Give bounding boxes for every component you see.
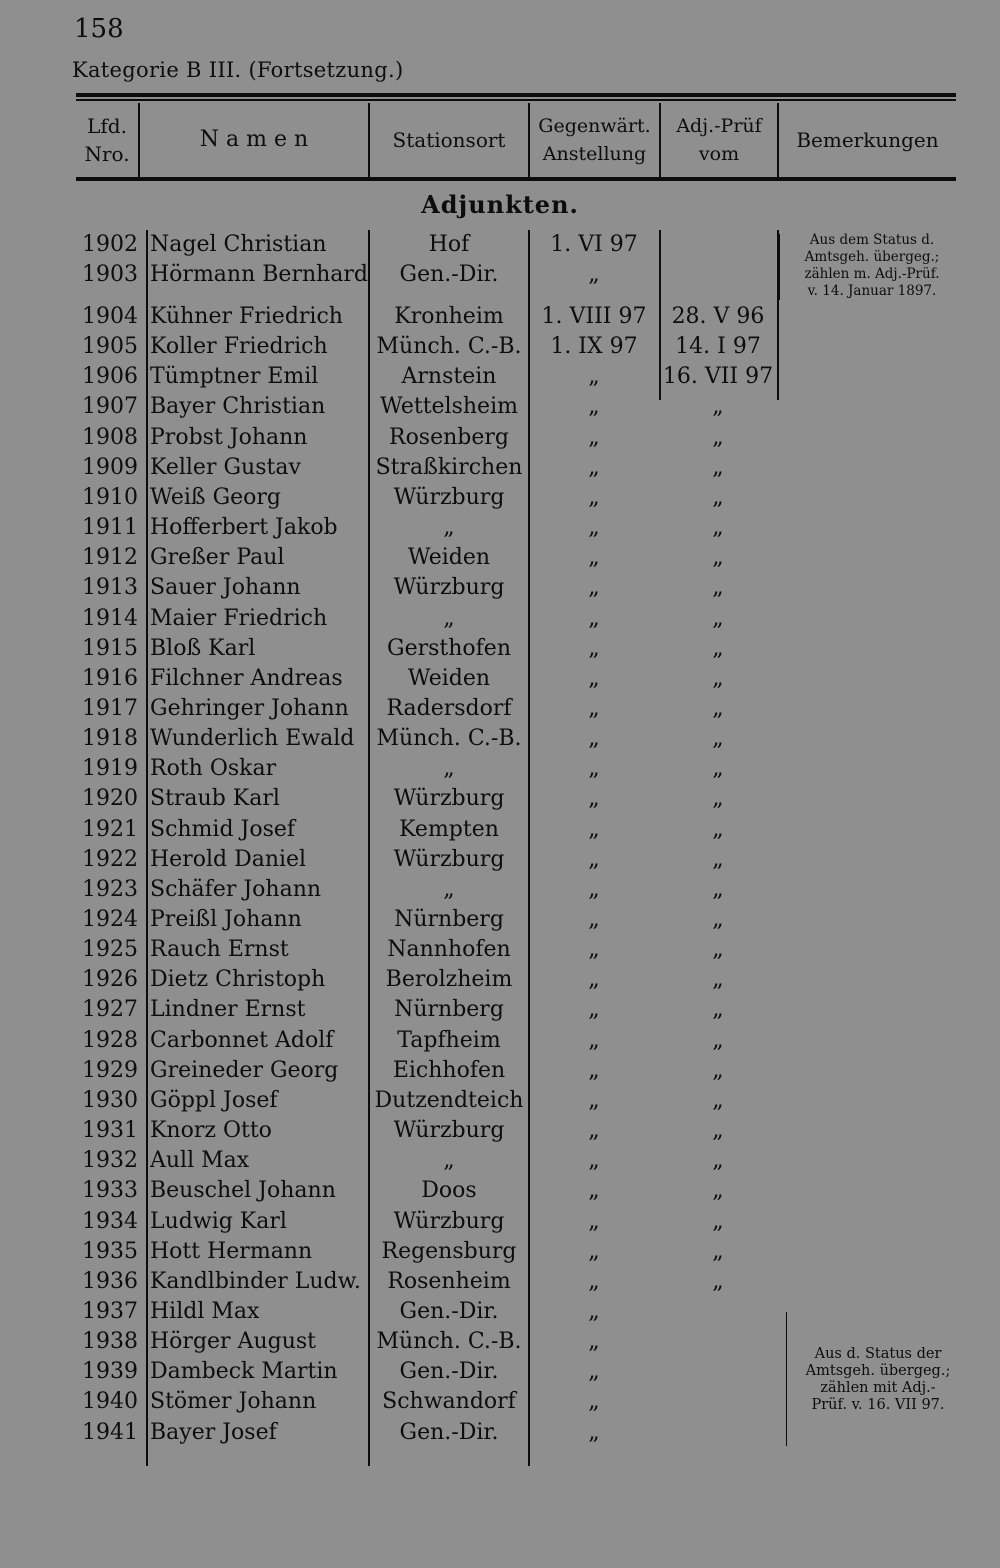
row-stationsort: Münch. C.-B. bbox=[376, 726, 522, 752]
row-stationsort: Würzburg bbox=[393, 484, 505, 510]
row-adj-pruef: „ bbox=[712, 575, 724, 601]
row-name: Bayer Josef bbox=[150, 1419, 277, 1445]
row-number: 1928 bbox=[82, 1027, 138, 1053]
row-name: Lindner Ernst bbox=[150, 997, 306, 1023]
row-name: Probst Johann bbox=[150, 424, 308, 450]
row-number: 1922 bbox=[82, 846, 138, 872]
row-name: Carbonnet Adolf bbox=[150, 1027, 334, 1053]
row-anstellung: „ bbox=[588, 1359, 600, 1385]
row-anstellung: „ bbox=[588, 1419, 600, 1445]
row-anstellung: „ bbox=[588, 695, 600, 721]
row-name: Bloß Karl bbox=[150, 635, 256, 661]
row-adj-pruef: „ bbox=[712, 1057, 724, 1083]
row-adj-pruef: 14. I 97 bbox=[675, 334, 761, 360]
row-stationsort: Würzburg bbox=[393, 575, 505, 601]
remark-note-2: Aus d. Status der Amtsgeh. übergeg.; zählen mit Adj.- Prüf. v. 16. VII 97. bbox=[805, 1346, 951, 1413]
row-adj-pruef: „ bbox=[712, 726, 724, 752]
row-stationsort: Würzburg bbox=[393, 1118, 505, 1144]
table-row bbox=[0, 694, 780, 724]
row-anstellung: „ bbox=[588, 262, 600, 288]
row-number: 1917 bbox=[82, 695, 138, 721]
row-anstellung: „ bbox=[588, 575, 600, 601]
page-number: 158 bbox=[74, 14, 124, 44]
row-stationsort: Dutzendteich bbox=[374, 1087, 524, 1113]
row-stationsort: Gen.-Dir. bbox=[399, 1419, 499, 1445]
row-anstellung: „ bbox=[588, 1148, 600, 1174]
row-anstellung: „ bbox=[588, 1238, 600, 1264]
row-number: 1909 bbox=[82, 454, 138, 480]
row-stationsort: Würzburg bbox=[393, 846, 505, 872]
table-row bbox=[0, 1267, 780, 1297]
row-adj-pruef: „ bbox=[712, 846, 724, 872]
table-row bbox=[0, 1357, 780, 1387]
row-name: Koller Friedrich bbox=[150, 334, 328, 360]
table-row bbox=[0, 1146, 780, 1176]
row-name: Ludwig Karl bbox=[150, 1208, 287, 1234]
row-adj-pruef: „ bbox=[712, 545, 724, 571]
row-number: 1927 bbox=[82, 997, 138, 1023]
row-adj-pruef: „ bbox=[712, 484, 724, 510]
table-row bbox=[0, 935, 780, 965]
row-number: 1932 bbox=[82, 1148, 138, 1174]
row-adj-pruef: „ bbox=[712, 907, 724, 932]
row-number: 1925 bbox=[82, 937, 138, 963]
row-stationsort: Tapfheim bbox=[397, 1027, 501, 1053]
row-number: 1913 bbox=[82, 575, 138, 601]
row-stationsort: Kempten bbox=[399, 816, 499, 842]
row-number: 1940 bbox=[82, 1389, 138, 1415]
row-stationsort: Berolzheim bbox=[385, 967, 513, 993]
row-adj-pruef: „ bbox=[712, 1087, 724, 1113]
table-row bbox=[0, 1237, 780, 1267]
header-adj-pruef: Adj.-Prüf vom bbox=[676, 115, 762, 165]
row-number: 1923 bbox=[82, 876, 138, 902]
row-adj-pruef: „ bbox=[712, 786, 724, 812]
row-number: 1907 bbox=[82, 394, 138, 420]
table-row bbox=[0, 845, 780, 875]
row-number: 1918 bbox=[82, 726, 138, 752]
row-stationsort: Weiden bbox=[407, 665, 491, 691]
row-name: Maier Friedrich bbox=[150, 605, 328, 631]
row-stationsort: „ bbox=[443, 1148, 455, 1174]
row-adj-pruef: „ bbox=[712, 515, 724, 541]
row-stationsort: „ bbox=[443, 605, 455, 631]
row-stationsort: Weiden bbox=[407, 545, 491, 571]
row-number: 1912 bbox=[82, 545, 138, 571]
row-stationsort: Münch. C.-B. bbox=[376, 334, 522, 360]
row-adj-pruef: „ bbox=[712, 1027, 724, 1053]
row-name: Roth Oskar bbox=[150, 756, 277, 782]
row-anstellung: „ bbox=[588, 846, 600, 872]
row-number: 1902 bbox=[82, 232, 138, 257]
row-anstellung: „ bbox=[588, 1178, 600, 1204]
row-anstellung: „ bbox=[588, 665, 600, 691]
row-anstellung: „ bbox=[588, 1057, 600, 1083]
row-number: 1937 bbox=[82, 1298, 138, 1324]
row-name: Herold Daniel bbox=[150, 846, 307, 872]
row-adj-pruef: „ bbox=[712, 1238, 724, 1264]
row-anstellung: „ bbox=[588, 786, 600, 812]
row-name: Nagel Christian bbox=[150, 232, 327, 257]
row-number: 1931 bbox=[82, 1118, 138, 1144]
row-name: Greßer Paul bbox=[150, 545, 285, 571]
row-number: 1916 bbox=[82, 665, 138, 691]
row-stationsort: Rosenberg bbox=[389, 424, 509, 450]
row-anstellung: „ bbox=[588, 967, 600, 993]
table-row bbox=[0, 1207, 780, 1237]
row-stationsort: Doos bbox=[421, 1178, 477, 1204]
row-anstellung: „ bbox=[588, 756, 600, 782]
table-row bbox=[0, 453, 780, 483]
header-bemerkungen: Bemerkungen bbox=[796, 128, 939, 152]
row-number: 1905 bbox=[82, 334, 138, 360]
table-row bbox=[0, 1327, 780, 1357]
remark-note-1: Aus dem Status d. Amtsgeh. übergeg.; zählen m. Adj.-Prüf. v. 14. Januar 1897. bbox=[804, 232, 940, 299]
row-adj-pruef: „ bbox=[712, 1148, 724, 1174]
row-name: Sauer Johann bbox=[150, 575, 301, 601]
row-name: Göppl Josef bbox=[150, 1087, 278, 1113]
row-name: Schäfer Johann bbox=[150, 876, 322, 902]
row-adj-pruef: „ bbox=[712, 394, 724, 420]
row-name: Dambeck Martin bbox=[150, 1359, 338, 1385]
table-row bbox=[0, 724, 780, 754]
row-stationsort: Nannhofen bbox=[387, 937, 511, 963]
row-anstellung: 1. VIII 97 bbox=[541, 304, 647, 329]
category-heading: Kategorie B III. (Fortsetzung.) bbox=[72, 58, 404, 82]
header-namen: N a m e n bbox=[199, 127, 309, 152]
table-row bbox=[0, 332, 780, 362]
row-anstellung: „ bbox=[588, 1208, 600, 1234]
row-adj-pruef: 16. VII 97 bbox=[662, 364, 774, 390]
row-stationsort: Eichhofen bbox=[392, 1057, 506, 1083]
row-number: 1936 bbox=[82, 1268, 138, 1294]
table-row bbox=[0, 423, 780, 453]
row-anstellung: „ bbox=[588, 1268, 600, 1294]
table-row bbox=[0, 875, 780, 905]
row-adj-pruef: „ bbox=[712, 816, 724, 842]
row-number: 1926 bbox=[82, 967, 138, 993]
row-anstellung: „ bbox=[588, 635, 600, 661]
table-row bbox=[0, 230, 780, 260]
row-name: Aull Max bbox=[150, 1148, 250, 1174]
row-anstellung: 1. IX 97 bbox=[550, 334, 638, 360]
row-anstellung: „ bbox=[588, 1298, 600, 1324]
row-stationsort: „ bbox=[443, 876, 455, 902]
table-row bbox=[0, 392, 780, 422]
row-number: 1930 bbox=[82, 1087, 138, 1113]
row-adj-pruef: „ bbox=[712, 967, 724, 993]
row-stationsort: „ bbox=[443, 756, 455, 782]
row-anstellung: „ bbox=[588, 816, 600, 842]
row-number: 1910 bbox=[82, 484, 138, 510]
row-stationsort: Kronheim bbox=[394, 304, 504, 329]
row-name: Rauch Ernst bbox=[150, 937, 289, 963]
row-number: 1938 bbox=[82, 1329, 138, 1355]
row-anstellung: „ bbox=[588, 545, 600, 571]
row-anstellung: „ bbox=[588, 997, 600, 1023]
row-name: Hildl Max bbox=[150, 1298, 260, 1324]
row-adj-pruef: „ bbox=[712, 424, 724, 450]
row-name: Schmid Josef bbox=[150, 816, 296, 842]
table-row bbox=[0, 1026, 780, 1056]
row-anstellung: „ bbox=[588, 424, 600, 450]
row-stationsort: Gen.-Dir. bbox=[399, 262, 499, 288]
row-adj-pruef: „ bbox=[712, 756, 724, 782]
row-adj-pruef: „ bbox=[712, 635, 724, 661]
row-number: 1933 bbox=[82, 1178, 138, 1204]
table-row bbox=[0, 1387, 780, 1417]
table-row bbox=[0, 634, 780, 664]
table-row bbox=[0, 362, 780, 392]
table-row bbox=[0, 815, 780, 845]
row-stationsort: Münch. C.-B. bbox=[376, 1329, 522, 1355]
table-row bbox=[0, 965, 780, 995]
row-stationsort: Schwandorf bbox=[382, 1389, 516, 1415]
row-number: 1915 bbox=[82, 635, 138, 661]
table-row bbox=[0, 1056, 780, 1086]
row-name: Gehringer Johann bbox=[150, 695, 349, 721]
table-row bbox=[0, 513, 780, 543]
row-name: Beuschel Johann bbox=[150, 1178, 336, 1204]
row-anstellung: „ bbox=[588, 605, 600, 631]
row-stationsort: Wettelsheim bbox=[380, 394, 518, 420]
row-name: Weiß Georg bbox=[150, 484, 282, 510]
row-adj-pruef: „ bbox=[712, 1178, 724, 1204]
row-anstellung: „ bbox=[588, 364, 600, 390]
row-name: Dietz Christoph bbox=[150, 967, 326, 993]
row-anstellung: „ bbox=[588, 726, 600, 752]
row-adj-pruef: „ bbox=[712, 1268, 724, 1294]
row-adj-pruef: „ bbox=[712, 997, 724, 1023]
table-row bbox=[0, 483, 780, 513]
row-number: 1919 bbox=[82, 756, 138, 782]
row-adj-pruef: „ bbox=[712, 1118, 724, 1144]
row-name: Preißl Johann bbox=[150, 907, 302, 932]
row-stationsort: Würzburg bbox=[393, 786, 505, 812]
row-adj-pruef: „ bbox=[712, 605, 724, 631]
row-anstellung: „ bbox=[588, 394, 600, 420]
row-number: 1906 bbox=[82, 364, 138, 390]
row-number: 1914 bbox=[82, 605, 138, 631]
row-name: Keller Gustav bbox=[150, 454, 301, 480]
row-number: 1920 bbox=[82, 786, 138, 812]
row-adj-pruef: „ bbox=[712, 876, 724, 902]
top-rule bbox=[76, 93, 956, 97]
row-anstellung: „ bbox=[588, 1329, 600, 1355]
header-stationsort: Stationsort bbox=[392, 128, 506, 152]
row-stationsort: Straßkirchen bbox=[375, 454, 523, 480]
row-name: Tümptner Emil bbox=[150, 364, 319, 390]
row-stationsort: Würzburg bbox=[393, 1208, 505, 1234]
row-adj-pruef: „ bbox=[712, 695, 724, 721]
row-anstellung: „ bbox=[588, 937, 600, 963]
row-anstellung: „ bbox=[588, 1027, 600, 1053]
row-name: Bayer Christian bbox=[150, 394, 326, 420]
table-row bbox=[0, 302, 780, 332]
row-anstellung: „ bbox=[588, 907, 600, 932]
row-name: Straub Karl bbox=[150, 786, 280, 812]
row-number: 1924 bbox=[82, 907, 138, 932]
section-title: Adjunkten. bbox=[421, 190, 579, 219]
table-row bbox=[0, 260, 780, 290]
row-name: Hörger August bbox=[150, 1329, 316, 1355]
row-stationsort: Gen.-Dir. bbox=[399, 1298, 499, 1324]
table-row bbox=[0, 1176, 780, 1206]
row-anstellung: „ bbox=[588, 876, 600, 902]
row-number: 1908 bbox=[82, 424, 138, 450]
table-row bbox=[0, 1116, 780, 1146]
table-row bbox=[0, 573, 780, 603]
row-name: Filchner Andreas bbox=[150, 665, 343, 691]
row-number: 1941 bbox=[82, 1419, 138, 1445]
header-lfd-nro: Lfd. Nro. bbox=[84, 114, 130, 166]
row-number: 1934 bbox=[82, 1208, 138, 1234]
row-number: 1939 bbox=[82, 1359, 138, 1385]
table-row bbox=[0, 604, 780, 634]
row-adj-pruef: „ bbox=[712, 937, 724, 963]
row-number: 1904 bbox=[82, 304, 138, 329]
row-name: Hofferbert Jakob bbox=[150, 515, 338, 541]
row-number: 1921 bbox=[82, 816, 138, 842]
row-anstellung: „ bbox=[588, 484, 600, 510]
header-gegenwaertige-anstellung: Gegenwärt. Anstellung bbox=[538, 115, 651, 165]
header-bottom-rule bbox=[76, 177, 956, 181]
row-stationsort: „ bbox=[443, 515, 455, 541]
row-number: 1903 bbox=[82, 262, 138, 288]
table-row bbox=[0, 905, 780, 935]
row-anstellung: 1. VI 97 bbox=[550, 232, 638, 257]
row-name: Stömer Johann bbox=[150, 1389, 317, 1415]
table-row bbox=[0, 664, 780, 694]
row-name: Greineder Georg bbox=[150, 1057, 339, 1083]
row-number: 1935 bbox=[82, 1238, 138, 1264]
row-anstellung: „ bbox=[588, 1118, 600, 1144]
row-adj-pruef: 28. V 96 bbox=[671, 304, 765, 329]
row-stationsort: Gen.-Dir. bbox=[399, 1359, 499, 1385]
table-row bbox=[0, 543, 780, 573]
row-name: Knorz Otto bbox=[150, 1118, 272, 1144]
row-name: Hörmann Bernhard bbox=[150, 262, 368, 288]
row-stationsort: Nürnberg bbox=[394, 997, 504, 1023]
row-number: 1929 bbox=[82, 1057, 138, 1083]
row-name: Hott Hermann bbox=[150, 1238, 313, 1264]
row-stationsort: Rosenheim bbox=[387, 1268, 511, 1294]
table-row bbox=[0, 784, 780, 814]
row-number: 1911 bbox=[82, 515, 138, 541]
row-anstellung: „ bbox=[588, 1087, 600, 1113]
row-name: Kandlbinder Ludw. bbox=[150, 1268, 361, 1294]
row-anstellung: „ bbox=[588, 515, 600, 541]
row-name: Wunderlich Ewald bbox=[150, 726, 355, 752]
top-rule-inner bbox=[76, 99, 956, 101]
row-stationsort: Gersthofen bbox=[387, 635, 511, 661]
row-name: Kühner Friedrich bbox=[150, 304, 343, 329]
table-row bbox=[0, 1086, 780, 1116]
table-row bbox=[0, 1418, 780, 1448]
row-adj-pruef: „ bbox=[712, 665, 724, 691]
row-stationsort: Regensburg bbox=[381, 1238, 517, 1264]
row-stationsort: Nürnberg bbox=[394, 907, 504, 932]
row-stationsort: Radersdorf bbox=[386, 695, 512, 721]
row-adj-pruef: „ bbox=[712, 454, 724, 480]
row-stationsort: Arnstein bbox=[401, 364, 497, 390]
table-row bbox=[0, 1297, 780, 1327]
row-anstellung: „ bbox=[588, 454, 600, 480]
row-anstellung: „ bbox=[588, 1389, 600, 1415]
row-adj-pruef: „ bbox=[712, 1208, 724, 1234]
table-row bbox=[0, 754, 780, 784]
table-row bbox=[0, 995, 780, 1025]
row-stationsort: Hof bbox=[428, 232, 470, 257]
